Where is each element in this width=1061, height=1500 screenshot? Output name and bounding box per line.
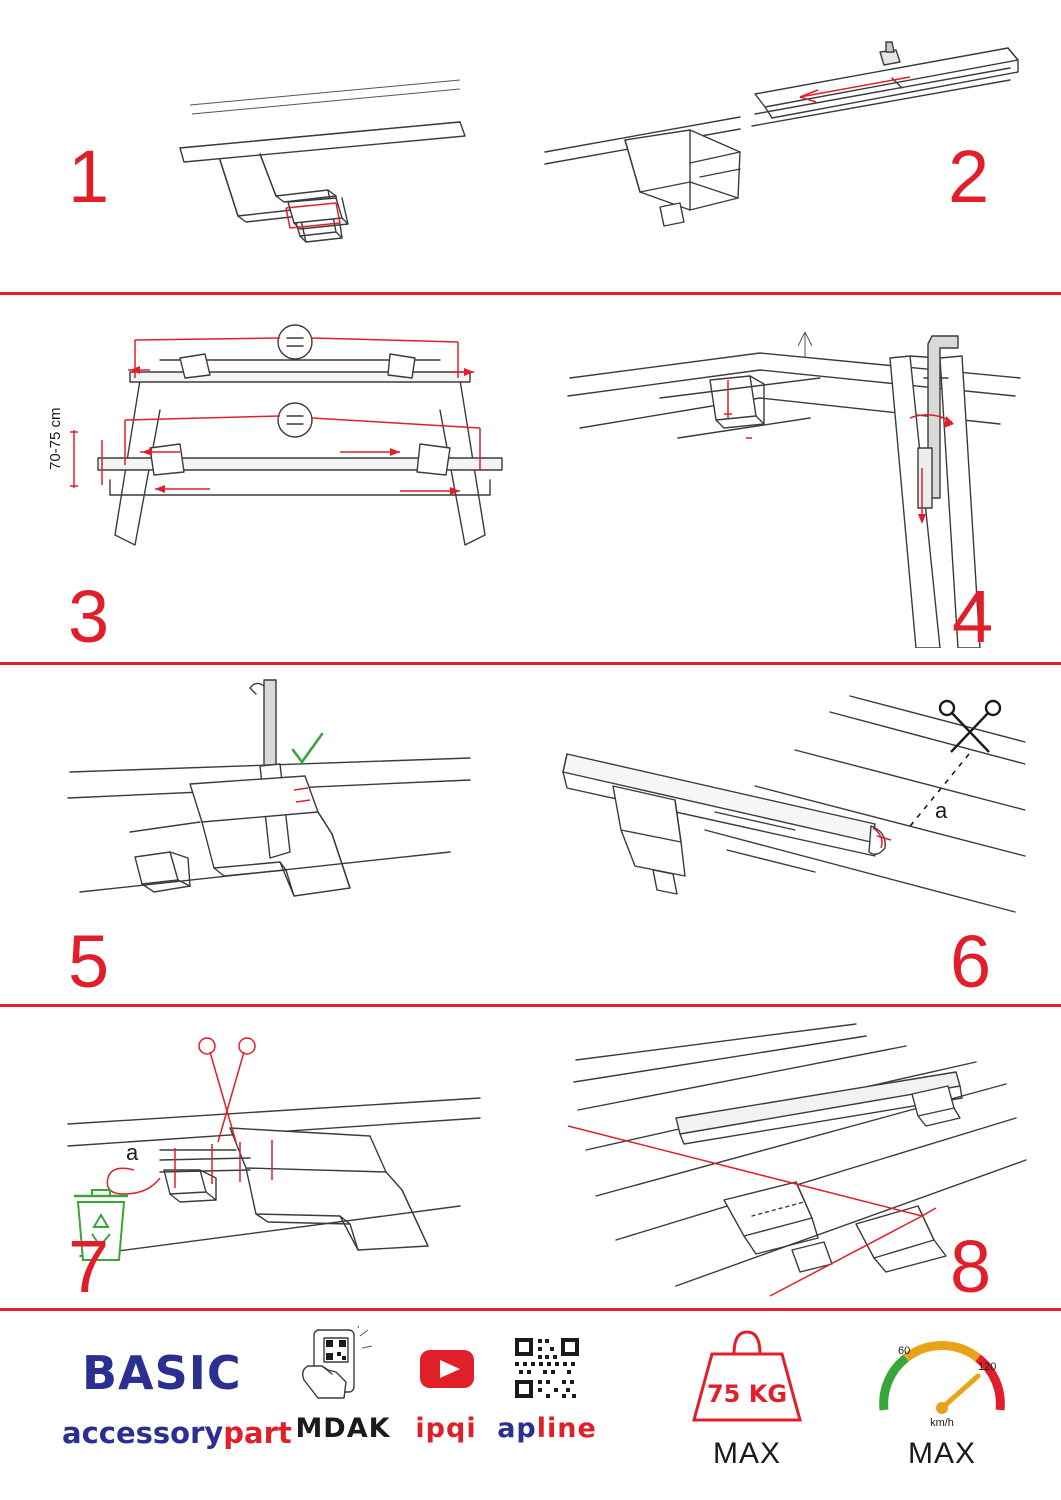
step-5-number: 5: [68, 920, 110, 1003]
max-load-value: 75 KG: [706, 1380, 788, 1408]
logo-apline-label-suffix: line: [536, 1413, 597, 1444]
speed-tick-120: 120: [978, 1361, 997, 1373]
step-3-spacing-label: 70-75 cm: [47, 407, 64, 470]
step-5-check-icon: [293, 734, 322, 762]
step-6-number: 6: [950, 920, 992, 1003]
footer: [0, 1308, 1061, 1500]
qr-code-icon: [482, 1326, 612, 1408]
brand-basic: BASIC: [82, 1346, 242, 1400]
logo-mdak-label: MDAK: [295, 1413, 391, 1444]
step-4-number: 4: [952, 575, 994, 658]
step-7-scissors-icon: [199, 1038, 255, 1142]
step-8-number: 8: [950, 1225, 992, 1308]
brand-part-text: part: [223, 1416, 292, 1450]
step-5-illustration: [50, 672, 520, 942]
logo-apline-label-prefix: ap: [497, 1413, 537, 1444]
max-speed-caption: MAX: [907, 1437, 976, 1470]
speed-unit-label: km/h: [930, 1417, 954, 1429]
divider-row-1: [0, 292, 1061, 295]
logo-mdak: [288, 1326, 398, 1444]
step-6-illustration: [555, 690, 1035, 940]
speed-tick-60: 60: [898, 1345, 911, 1357]
max-load-block: [672, 1320, 822, 1471]
brand-accessorypart: [62, 1416, 292, 1450]
step-2-number: 2: [948, 135, 990, 218]
max-speed-block: [862, 1318, 1022, 1471]
logo-ipqi: [398, 1326, 494, 1444]
divider-row-3: [0, 1004, 1061, 1007]
brand-accessory-text: accessory: [62, 1416, 224, 1450]
step-7-illustration: [40, 1020, 510, 1300]
step-3-number: 3: [68, 575, 110, 658]
max-load-caption: MAX: [712, 1437, 781, 1470]
step-6-cut-label: a: [935, 798, 948, 823]
divider-row-2: [0, 662, 1061, 665]
logo-ipqi-label: ipqi: [415, 1413, 477, 1444]
step-7-cut-label: a: [126, 1140, 139, 1165]
step-1-illustration: [160, 50, 490, 280]
logo-apline: [482, 1326, 612, 1444]
weight-icon: [672, 1320, 822, 1430]
logo-apline-label: [482, 1413, 612, 1444]
step-1-number: 1: [68, 135, 110, 218]
speedometer-icon: [862, 1318, 1022, 1430]
step-7-number: 7: [68, 1225, 110, 1308]
phone-qr-hand-icon: [288, 1326, 398, 1408]
step-3-illustration: [40, 320, 560, 570]
youtube-icon: [398, 1326, 494, 1408]
